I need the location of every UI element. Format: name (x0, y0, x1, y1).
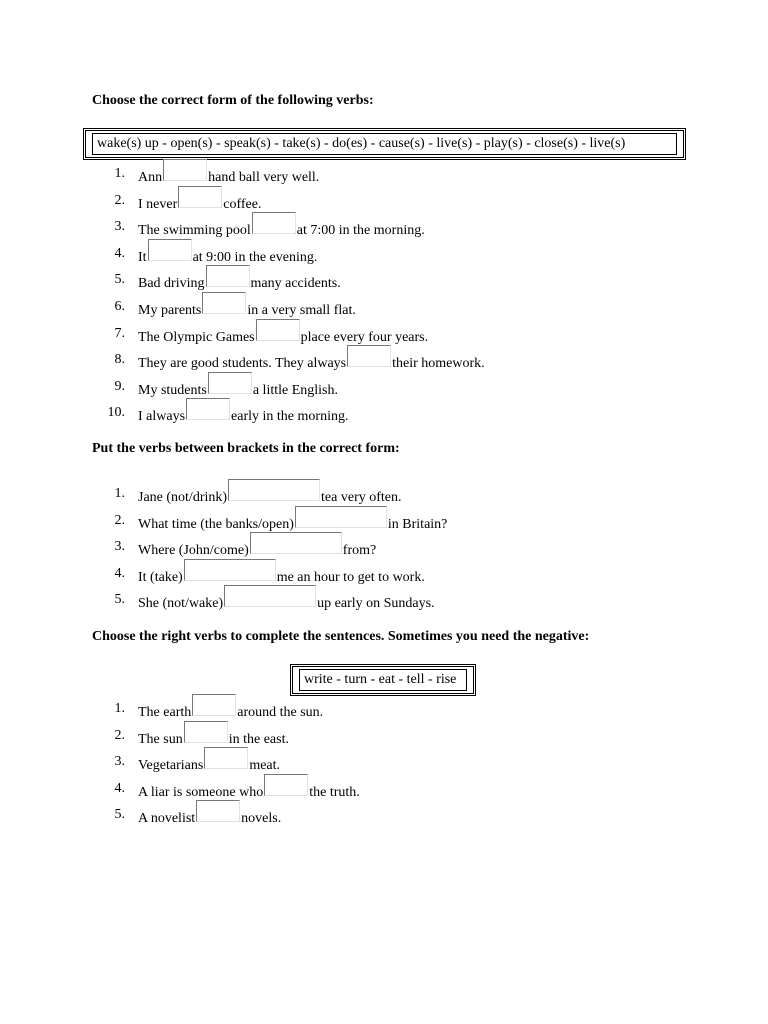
sentence-end: me an hour to get to work. (276, 569, 425, 585)
answer-input[interactable] (186, 398, 230, 420)
item-number: 5. (114, 272, 125, 288)
sentence-end: from? (342, 543, 377, 558)
answer-input[interactable] (184, 559, 276, 581)
answer-input[interactable] (163, 159, 207, 181)
sentence-start: Jane (not/drink) (138, 490, 228, 505)
sentence-end: in a very small flat. (247, 303, 356, 318)
item-number: 5. (114, 592, 125, 607)
sentence-start: A liar is someone who (138, 784, 264, 800)
sentence-end: at 7:00 in the morning. (296, 223, 425, 239)
sentence-end: meat. (249, 758, 281, 773)
item-number: 3. (114, 539, 125, 554)
sentence-start: It (take) (138, 569, 183, 585)
item-number: 1. (114, 486, 125, 501)
sentence-end: early in the morning. (231, 409, 349, 425)
item-sentence (138, 165, 319, 187)
answer-input[interactable] (202, 292, 246, 314)
answer-input[interactable] (204, 747, 248, 769)
item-sentence (138, 351, 485, 373)
item-sentence (138, 512, 447, 534)
section-2-heading: Put the verbs between brackets in the correct form: (92, 441, 400, 456)
sentence-start: Ann (138, 170, 163, 185)
item-sentence (138, 192, 261, 214)
sentence-start: Where (John/come) (138, 543, 249, 558)
item-sentence (138, 218, 425, 240)
item-sentence (138, 727, 289, 749)
answer-input[interactable] (295, 506, 387, 528)
section-3-word-box (290, 664, 476, 696)
section-3-heading: Choose the right verbs to complete the sentences. Sometimes you need the negative: (92, 629, 590, 644)
sentence-start: Bad driving (138, 276, 205, 292)
answer-input[interactable] (196, 800, 240, 822)
item-number: 3. (114, 754, 125, 769)
item-number: 2. (114, 512, 125, 528)
answer-input[interactable] (208, 372, 252, 394)
item-number: 6. (114, 299, 125, 314)
answer-input[interactable] (192, 694, 236, 716)
item-sentence (138, 245, 317, 267)
item-sentence (138, 700, 323, 722)
answer-input[interactable] (228, 479, 320, 501)
sentence-start: A novelist (138, 811, 196, 826)
answer-input[interactable] (184, 721, 228, 743)
answer-input[interactable] (347, 345, 391, 367)
answer-input[interactable] (148, 239, 192, 261)
sentence-end: many accidents. (250, 276, 341, 292)
sentence-start: They are good students. They always (138, 356, 347, 372)
section-1-word-box (83, 128, 686, 160)
item-number: 4. (114, 780, 125, 796)
sentence-end: hand ball very well. (208, 170, 320, 185)
item-sentence (138, 538, 376, 560)
answer-input[interactable] (206, 265, 250, 287)
item-sentence (138, 325, 428, 347)
item-number: 4. (114, 245, 125, 261)
item-number: 10. (107, 405, 125, 421)
item-number: 3. (114, 219, 125, 235)
answer-input[interactable] (178, 186, 222, 208)
sentence-end: in the east. (228, 731, 289, 747)
sentence-start: I always (138, 409, 186, 425)
sentence-start: The earth (138, 705, 192, 720)
sentence-end: their homework. (392, 356, 485, 372)
item-number: 5. (114, 807, 125, 822)
item-sentence (138, 806, 281, 828)
item-sentence (138, 753, 280, 775)
answer-input[interactable] (252, 212, 296, 234)
item-sentence (138, 485, 402, 507)
item-number: 9. (114, 378, 125, 394)
sentence-end: place every four years. (300, 329, 429, 345)
item-sentence (138, 591, 435, 613)
answer-input[interactable] (256, 319, 300, 341)
sentence-start: She (not/wake) (138, 596, 224, 611)
sentence-end: up early on Sundays. (317, 596, 435, 611)
sentence-start: The sun (138, 731, 183, 747)
item-number: 7. (114, 325, 125, 341)
item-sentence (138, 271, 341, 293)
item-number: 1. (114, 701, 125, 716)
sentence-end: novels. (241, 811, 282, 826)
sentence-end: tea very often. (321, 490, 402, 505)
item-sentence (138, 298, 356, 320)
item-number: 1. (114, 166, 125, 181)
sentence-end: around the sun. (237, 705, 324, 720)
sentence-end: at 9:00 in the evening. (192, 249, 318, 265)
item-sentence (138, 565, 425, 587)
answer-input[interactable] (264, 774, 308, 796)
sentence-start: My parents (138, 303, 202, 318)
item-sentence (138, 780, 360, 802)
sentence-start: The Olympic Games (138, 329, 255, 345)
answer-input[interactable] (250, 532, 342, 554)
item-number: 8. (114, 352, 125, 368)
item-number: 2. (114, 727, 125, 743)
sentence-start: What time (the banks/open) (138, 516, 294, 532)
item-number: 4. (114, 565, 125, 581)
item-sentence (138, 404, 348, 426)
sentence-start: It (138, 249, 147, 265)
sentence-start: I never (138, 196, 178, 212)
sentence-end: a little English. (252, 382, 338, 398)
section-3-word-list: write - turn - eat - tell - rise (299, 669, 467, 691)
sentence-end: the truth. (309, 784, 360, 800)
sentence-end: coffee. (223, 196, 262, 212)
item-number: 2. (114, 192, 125, 208)
section-1-heading: Choose the correct form of the following verbs: (92, 93, 374, 108)
sentence-end: in Britain? (387, 516, 448, 532)
section-1-word-list: wake(s) up - open(s) - speak(s) - take(s) - do(es) - cause(s) - live(s) - play(s) - close(s) - live(s) (92, 133, 677, 155)
sentence-start: The swimming pool (138, 223, 251, 239)
sentence-start: Vegetarians (138, 758, 204, 773)
answer-input[interactable] (224, 585, 316, 607)
sentence-start: My students (138, 382, 207, 398)
item-sentence (138, 378, 338, 400)
